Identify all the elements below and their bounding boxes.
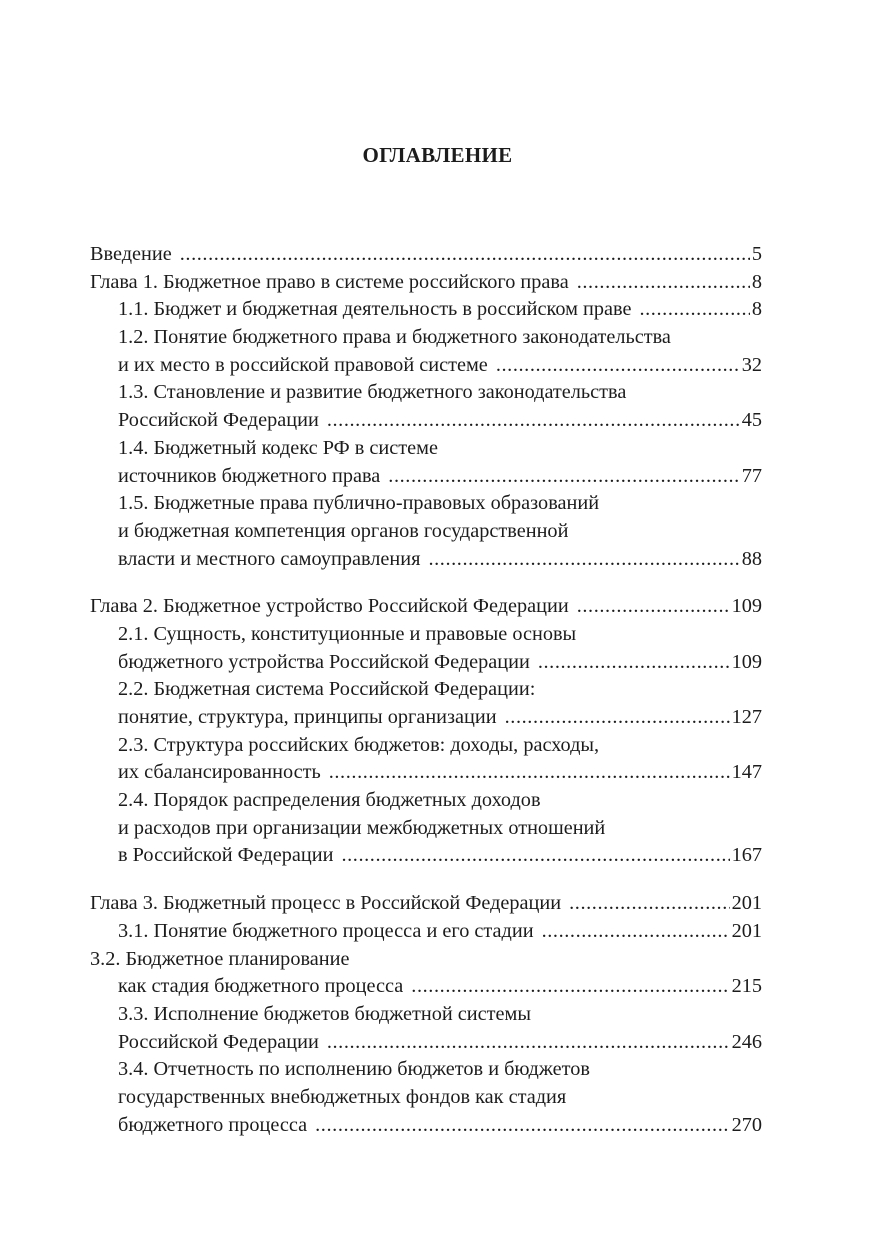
toc-line [90, 593, 762, 621]
toc-line [90, 518, 762, 546]
toc-entry-text: и расходов при организации межбюджетных отношений [118, 816, 606, 839]
toc-entry-text: 2.3. Структура российских бюджетов: доходы, расходы, [118, 733, 600, 756]
page-number: 246 [731, 1030, 762, 1053]
dot-leader [327, 1029, 730, 1057]
page-number: 201 [731, 892, 762, 915]
toc-entry-text: бюджетного устройства Российской Федерации [118, 650, 530, 673]
page-number: 109 [731, 650, 762, 673]
toc-entry-text: 2.2. Бюджетная система Российской Федерации: [118, 678, 536, 701]
toc-entry-text: бюджетного процесса [118, 1113, 308, 1136]
table-of-contents [90, 241, 762, 1139]
toc-line [90, 649, 762, 677]
toc-chapter-entry [90, 593, 762, 621]
dot-leader [569, 890, 729, 918]
toc-line [90, 296, 762, 324]
toc-entry-text: как стадия бюджетного процесса [118, 975, 404, 998]
toc-subsection-entry [90, 1001, 762, 1056]
toc-line [90, 890, 762, 918]
page-number: 167 [731, 844, 762, 867]
toc-subsection-entry [90, 435, 762, 490]
toc-entry-text: 1.1. Бюджет и бюджетная деятельность в российском праве [118, 298, 632, 321]
dot-leader [341, 842, 729, 870]
toc-entry-text: государственных внебюджетных фондов как стадия [118, 1085, 567, 1108]
dot-leader [329, 759, 730, 787]
toc-line [90, 918, 762, 946]
toc-subsection-entry [90, 918, 762, 946]
toc-chapter-entry [90, 946, 762, 1001]
toc-chapter-entry [90, 269, 762, 297]
toc-line [90, 407, 762, 435]
toc-entry-text: в Российской Федерации [118, 844, 334, 867]
toc-entry-text: и бюджетная компетенция органов государственной [118, 519, 569, 542]
toc-entry-text: 3.1. Понятие бюджетного процесса и его стадии [118, 919, 534, 942]
toc-subsection-entry [90, 732, 762, 787]
toc-subsection-entry [90, 787, 762, 870]
page-number: 201 [731, 919, 762, 942]
page-number: 32 [741, 353, 762, 376]
page-number: 77 [741, 464, 762, 487]
toc-subsection-entry [90, 296, 762, 324]
toc-entry-text: Глава 3. Бюджетный процесс в Российской Федерации [90, 892, 562, 915]
toc-line [90, 1084, 762, 1112]
toc-line [90, 676, 762, 704]
dot-leader [388, 463, 739, 491]
toc-line [90, 759, 762, 787]
toc-entry-text: 1.3. Становление и развитие бюджетного законодательства [118, 381, 627, 404]
toc-entry-text: источников бюджетного права [118, 464, 381, 487]
toc-entry-text: 2.1. Сущность, конституционные и правовые основы [118, 622, 577, 645]
dot-leader [542, 918, 730, 946]
toc-line [90, 946, 762, 974]
page-number: 147 [731, 761, 762, 784]
toc-line [90, 704, 762, 732]
page-number: 5 [751, 243, 762, 265]
dot-leader [327, 407, 740, 435]
page-number: 270 [731, 1113, 762, 1136]
page-number: 8 [751, 270, 762, 293]
toc-line [90, 1029, 762, 1057]
dot-leader [411, 973, 729, 1001]
toc-entry-text: 3.2. Бюджетное планирование [90, 947, 350, 970]
toc-chapter-entry [90, 241, 762, 269]
toc-line [90, 241, 762, 269]
toc-line [90, 1112, 762, 1140]
toc-line [90, 379, 762, 407]
dot-leader [577, 269, 750, 297]
toc-line [90, 787, 762, 815]
toc-line [90, 732, 762, 760]
toc-entry-text: Глава 1. Бюджетное право в системе российского права [90, 270, 569, 293]
toc-subsection-entry [90, 490, 762, 573]
toc-line [90, 1001, 762, 1029]
toc-entry-text: Российской Федерации [118, 1030, 319, 1053]
toc-line [90, 269, 762, 297]
toc-entry-text: 1.4. Бюджетный кодекс РФ в системе [118, 436, 438, 459]
toc-line [90, 352, 762, 380]
toc-subsection-entry [90, 324, 762, 379]
dot-leader [496, 352, 740, 380]
toc-entry-text: их сбалансированность [118, 761, 321, 784]
dot-leader [315, 1112, 729, 1140]
toc-entry-text: Российской Федерации [118, 409, 319, 432]
page-number: 215 [731, 975, 762, 998]
toc-chapter-entry [90, 890, 762, 918]
toc-subsection-entry [90, 676, 762, 731]
toc-line [90, 842, 762, 870]
dot-leader [639, 296, 749, 324]
section-gap [90, 870, 762, 890]
toc-line [90, 546, 762, 574]
toc-line [90, 324, 762, 352]
toc-entry-text: понятие, структура, принципы организации [118, 706, 497, 728]
toc-line [90, 1056, 762, 1084]
dot-leader [538, 649, 730, 677]
toc-subsection-entry [90, 621, 762, 676]
toc-subsection-entry [90, 1056, 762, 1139]
dot-leader [505, 704, 730, 732]
toc-entry-text: 2.4. Порядок распределения бюджетных доходов [118, 789, 541, 812]
dot-leader [180, 241, 750, 269]
page-number: 45 [741, 409, 762, 432]
toc-entry-text: 1.2. Понятие бюджетного права и бюджетного законодательства [118, 326, 671, 349]
toc-line [90, 435, 762, 463]
page-title: ОГЛАВЛЕНИЕ [362, 143, 513, 167]
toc-line [90, 815, 762, 843]
toc-entry-text: и их место в российской правовой системе [118, 353, 488, 376]
toc-line [90, 621, 762, 649]
toc-entry-text: 3.3. Исполнение бюджетов бюджетной системы [118, 1002, 531, 1025]
dot-leader [577, 593, 730, 621]
toc-line [90, 973, 762, 1001]
page-number: 8 [751, 298, 762, 321]
toc-entry-text: 1.5. Бюджетные права публично-правовых образований [118, 492, 600, 515]
toc-entry-text: 3.4. Отчетность по исполнению бюджетов и бюджетов [118, 1058, 590, 1081]
page-number: 109 [731, 595, 762, 618]
dot-leader [428, 546, 739, 574]
toc-subsection-entry [90, 379, 762, 434]
page-number: 127 [731, 706, 762, 728]
section-gap [90, 573, 762, 593]
page-number: 88 [741, 547, 762, 570]
toc-entry-text: Глава 2. Бюджетное устройство Российской Федерации [90, 595, 569, 618]
toc-entry-text: Введение [90, 243, 172, 265]
toc-line [90, 463, 762, 491]
toc-line [90, 490, 762, 518]
toc-entry-text: власти и местного самоуправления [118, 547, 421, 570]
